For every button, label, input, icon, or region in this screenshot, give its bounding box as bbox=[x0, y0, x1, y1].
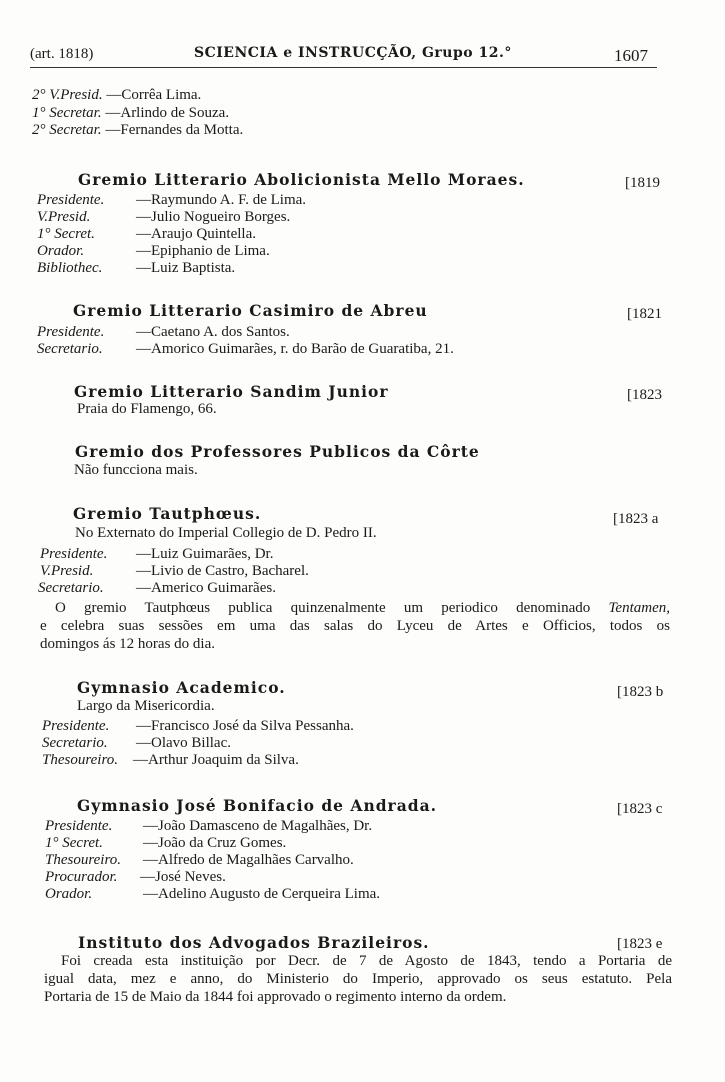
officer-name: —Caetano A. dos Santos. bbox=[136, 324, 290, 340]
officer-name: —Olavo Billac. bbox=[136, 735, 231, 751]
officer-role: Secretario. bbox=[37, 341, 103, 357]
officer-role: Thesoureiro. bbox=[42, 752, 118, 768]
officer-role: V.Presid. bbox=[37, 209, 91, 225]
officer-line: 2° Secretar. —Fernandes da Motta. bbox=[32, 122, 244, 138]
entry-number: [1823 e bbox=[617, 936, 663, 952]
officer-role: Presidente. bbox=[42, 718, 110, 734]
section-title: Gremio Litterario Abolicionista Mello Moraes. bbox=[78, 170, 525, 189]
officer-role: 1° Secret. bbox=[45, 835, 103, 851]
paragraph-line: e celebra suas sessões em uma das salas do Lyceu de Artes e Officios, todos os bbox=[40, 618, 670, 634]
paragraph-line: O gremio Tautphœus publica quinzenalmente um periodico denominado Tentamen, bbox=[55, 600, 670, 616]
entry-number: [1823 b bbox=[617, 684, 664, 700]
entry-number: [1821 bbox=[627, 306, 662, 322]
officer-name: —Julio Nogueiro Borges. bbox=[136, 209, 291, 225]
officer-name: —Epiphanio de Lima. bbox=[136, 243, 270, 259]
officer-name: —Americo Guimarães. bbox=[136, 580, 276, 596]
officer-name: —João Damasceno de Magalhães, Dr. bbox=[143, 818, 373, 834]
section-title: Gymnasio Academico. bbox=[77, 678, 286, 697]
section-title: Gremio Litterario Sandim Junior bbox=[74, 382, 389, 401]
officer-line: 1° Secretar. —Arlindo de Souza. bbox=[32, 105, 230, 121]
officer-name: —Luiz Guimarães, Dr. bbox=[136, 546, 274, 562]
officer-name: —Luiz Baptista. bbox=[136, 260, 236, 276]
officer-role: Presidente. bbox=[40, 546, 108, 562]
officer-role: Procurador. bbox=[45, 869, 118, 885]
entry-number: [1823 a bbox=[613, 511, 659, 527]
article-ref: (art. 1818) bbox=[30, 46, 94, 62]
address: No Externato do Imperial Collegio de D. Pedro II. bbox=[75, 525, 377, 541]
officer-role: Presidente. bbox=[45, 818, 113, 834]
entry-number: [1819 bbox=[625, 175, 660, 191]
address: Praia do Flamengo, 66. bbox=[77, 401, 217, 417]
officer-role: Secretario. bbox=[42, 735, 108, 751]
officer-name: —Francisco José da Silva Pessanha. bbox=[136, 718, 354, 734]
officer-role: Presidente. bbox=[37, 192, 105, 208]
header-rule bbox=[30, 67, 657, 68]
address: Não funcciona mais. bbox=[74, 462, 198, 478]
officer-name: —José Neves. bbox=[140, 869, 226, 885]
paragraph-line: domingos ás 12 horas do dia. bbox=[40, 636, 215, 652]
officer-role: Orador. bbox=[45, 886, 93, 902]
officer-name: —Livio de Castro, Bacharel. bbox=[136, 563, 309, 579]
officer-name: —João da Cruz Gomes. bbox=[143, 835, 287, 851]
paragraph-line: igual data, mez e anno, do Ministerio do Imperio, approvado os seus estatuto. Pela bbox=[44, 971, 672, 987]
running-title: SCIENCIA e INSTRUCÇÃO, Grupo 12.° bbox=[194, 45, 512, 61]
officer-name: —Raymundo A. F. de Lima. bbox=[136, 192, 307, 208]
address: Largo da Misericordia. bbox=[77, 698, 215, 714]
paragraph-line: Foi creada esta instituição por Decr. de 7 de Agosto de 1843, tendo a Portaria de bbox=[61, 953, 672, 969]
officer-role: Presidente. bbox=[37, 324, 105, 340]
officer-role: V.Presid. bbox=[40, 563, 94, 579]
officer-line: 2° V.Presid. —Corrêa Lima. bbox=[32, 87, 202, 103]
officer-name: —Arthur Joaquim da Silva. bbox=[133, 752, 299, 768]
officer-name: —Alfredo de Magalhães Carvalho. bbox=[143, 852, 354, 868]
officer-role: Secretario. bbox=[38, 580, 104, 596]
section-title: Gremio Litterario Casimiro de Abreu bbox=[73, 301, 428, 320]
section-title: Gremio dos Professores Publicos da Côrte bbox=[75, 442, 480, 461]
officer-name: —Adelino Augusto de Cerqueira Lima. bbox=[143, 886, 381, 902]
officer-role: Thesoureiro. bbox=[45, 852, 121, 868]
entry-number: [1823 c bbox=[617, 801, 663, 817]
entry-number: [1823 bbox=[627, 387, 662, 403]
officer-role: 1° Secret. bbox=[37, 226, 95, 242]
page-number: 1607 bbox=[614, 46, 648, 65]
officer-name: —Araujo Quintella. bbox=[136, 226, 256, 242]
section-title: Instituto dos Advogados Brazileiros. bbox=[78, 933, 430, 952]
officer-name: —Amorico Guimarães, r. do Barão de Guaratiba, 21. bbox=[136, 341, 454, 357]
officer-role: Bibliothec. bbox=[37, 260, 103, 276]
officer-role: Orador. bbox=[37, 243, 85, 259]
section-title: Gymnasio José Bonifacio de Andrada. bbox=[77, 796, 438, 815]
paragraph-line: Portaria de 15 de Maio da 1844 foi approvado o regimento interno da ordem. bbox=[44, 989, 507, 1005]
section-title: Gremio Tautphœus. bbox=[73, 504, 262, 523]
